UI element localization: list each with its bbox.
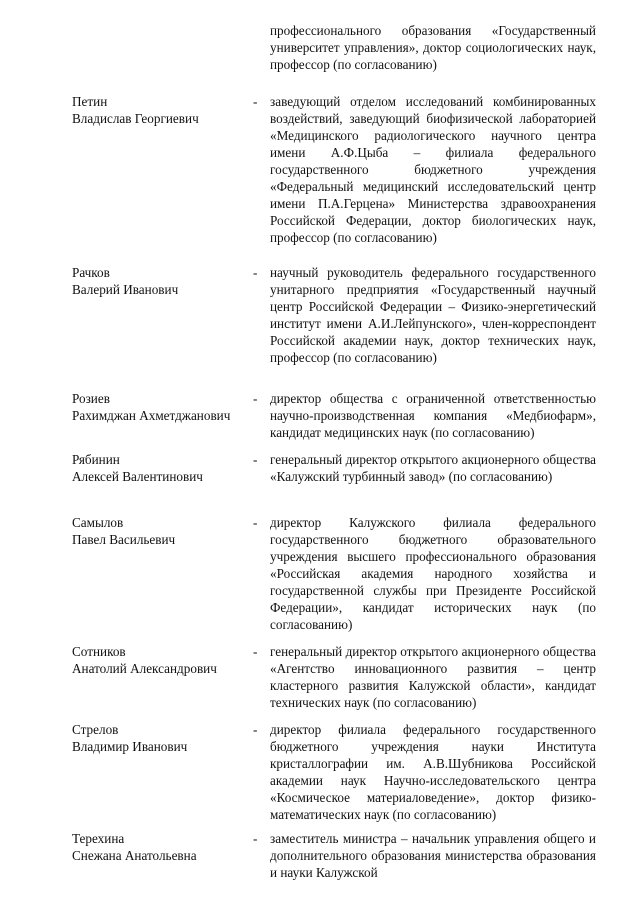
member-given-names: Снежана Анатольевна <box>72 848 197 863</box>
member-description: заведующий отделом исследований комбинированных воздействий, заведующий биофизической лабораторией «Медицинского радиологического научного центра имени А.Ф.Цыба – филиала федерального государственного бюджетного учреждения «Федеральный медицинский исследовательский центр имени П.А.Герцена» Министерства здравоохранения Российской Федерации, доктор биологических наук, профессор (по согласованию) <box>270 94 596 245</box>
member-surname: Рачков <box>72 265 110 280</box>
dash-separator: - <box>253 644 258 659</box>
member-name <box>72 643 252 677</box>
member-surname: Розиев <box>72 391 110 406</box>
member-name <box>72 721 252 755</box>
member-description: директор общества с ограниченной ответственностью научно-производственная компания «Медбиофарм», кандидат медицинских наук (по согласованию) <box>270 391 596 440</box>
continuation-text: профессионального образования «Государственный университет управления», доктор социологических наук, профессор (по согласованию) <box>270 23 596 72</box>
member-description: научный руководитель федерального государственного унитарного предприятия «Государственный научный центр Российской Федерации – Физико-энергетический институт имени А.И.Лейпунского», член-корреспондент Российской академии наук, доктор технических наук, профессор (по согласованию) <box>270 265 596 365</box>
member-name <box>72 514 252 548</box>
member-given-names: Владислав Георгиевич <box>72 111 199 126</box>
member-name <box>72 264 252 298</box>
member-given-names: Анатолий Александрович <box>72 661 217 676</box>
dash-separator: - <box>253 831 258 846</box>
member-surname: Стрелов <box>72 722 119 737</box>
member-given-names: Павел Васильевич <box>72 532 176 547</box>
member-surname: Сотников <box>72 644 126 659</box>
member-name <box>72 830 252 864</box>
member-name <box>72 93 252 127</box>
member-description: директор Калужского филиала федерального государственного бюджетного образовательного учреждения высшего профессионального образования «Российская академия народного хозяйства и государственной службы при Президенте Российской Федерации», кандидат исторических наук (по согласованию) <box>270 515 596 632</box>
dash-separator: - <box>253 265 258 280</box>
member-description: заместитель министра – начальник управления общего и дополнительного образования министерства образования и науки Калужской <box>270 831 596 880</box>
member-given-names: Владимир Иванович <box>72 739 188 754</box>
dash-separator: - <box>253 452 258 467</box>
member-surname: Петин <box>72 94 108 109</box>
dash-separator: - <box>253 722 258 737</box>
member-surname: Самылов <box>72 515 124 530</box>
member-given-names: Алексей Валентинович <box>72 469 203 484</box>
dash-separator: - <box>253 515 258 530</box>
member-description: генеральный директор открытого акционерного общества «Агентство инновационного развития – центр кластерного развития Калужской области», кандидат технических наук (по согласованию) <box>270 644 596 710</box>
member-description: директор филиала федерального государственного бюджетного учреждения науки Института кристаллографии им. А.В.Шубникова Российской академии наук Научно-исследовательского центра «Космическое материаловедение», доктор физико-математических наук (по согласованию) <box>270 722 596 822</box>
member-given-names: Валерий Иванович <box>72 282 179 297</box>
member-surname: Терехина <box>72 831 125 846</box>
dash-separator: - <box>253 391 258 406</box>
dash-separator: - <box>253 94 258 109</box>
member-given-names: Рахимджан Ахметджанович <box>72 408 231 423</box>
member-name <box>72 390 252 424</box>
member-description: генеральный директор открытого акционерного общества «Калужский турбинный завод» (по согласованию) <box>270 452 596 484</box>
member-surname: Рябинин <box>72 452 120 467</box>
member-name <box>72 451 252 485</box>
